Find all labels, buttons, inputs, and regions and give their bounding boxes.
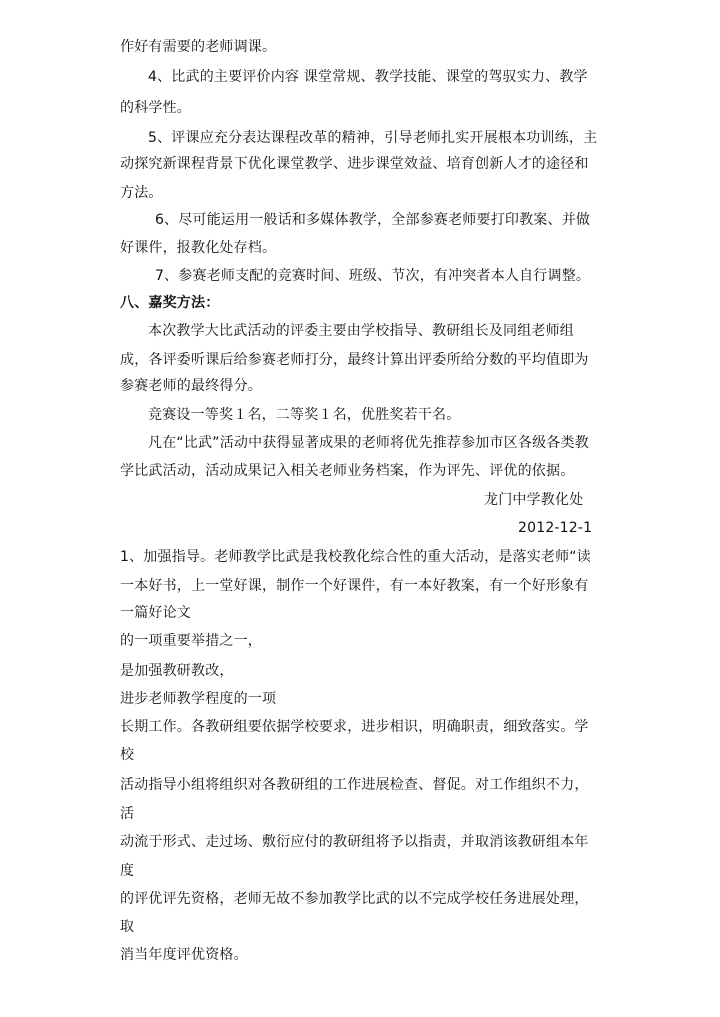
text-line: 竞赛设一等奖１名，二等奖１名，优胜奖若干名。 — [148, 407, 461, 423]
text-line: 动流于形式、走过场、敷衍应付的教研组将予以指责，并取消该教研组本年 — [120, 834, 589, 850]
text-line: 方法。 — [120, 185, 163, 201]
text-line: 长期工作。各教研组要依据学校要求，进步相识，明确职责，细致落实。学 — [120, 719, 589, 735]
text-line: 活 — [120, 806, 135, 822]
text-line: 学比武活动，活动成果记入相关老师业务档案，作为评先、评优的依据。 — [120, 463, 575, 479]
text-line: 6、尽可能运用一般话和多媒体教学，全部参赛老师要打印教案、并做 — [155, 212, 591, 228]
text-line: 4、比武的主要评价内容 课堂常规、教学技能、课堂的驾驭实力、教学 — [148, 69, 588, 85]
text-line: 一本好书，上一堂好课，制作一个好课件，有一本好教案，有一个好形象有 — [120, 578, 589, 594]
signature-date: 2012-12-1 — [518, 520, 593, 536]
signature-org: 龙门中学教化处 — [484, 492, 584, 508]
text-line: 消当年度评优资格。 — [120, 947, 248, 963]
text-line: 5、评课应充分表达课程改革的精神，引导老师扎实开展根本功训练，主 — [148, 130, 598, 146]
text-line: 的评优评先资格，老师无故不参加教学比武的以不完成学校任务进展处理， — [120, 891, 589, 907]
text-line: 活动指导小组将组织对各教研组的工作进展检查、督促。对工作组织不力， — [120, 777, 589, 793]
text-line: 的一项重要举措之一， — [120, 633, 262, 649]
text-line: 度 — [120, 863, 135, 879]
text-line: 7、参赛老师支配的竞赛时间、班级、节次，有冲突者本人自行调整。 — [155, 268, 591, 284]
text-line: 校 — [120, 747, 135, 763]
text-line: 进步老师教学程度的一项 — [120, 691, 277, 707]
section-heading: 八、嘉奖方法： — [120, 295, 220, 311]
text-line: 1、加强指导。老师教学比武是我校教化综合性的重大活动，是落实老师“读 — [120, 549, 591, 565]
text-line: 的科学性。 — [120, 100, 191, 116]
text-line: 取 — [120, 919, 135, 935]
text-line: 凡在“比武”活动中获得显著成果的老师将优先推荐参加市区各级各类教 — [148, 435, 589, 451]
text-line: 本次教学大比武活动的评委主要由学校指导、教研组长及同组老师组 — [148, 323, 574, 339]
text-line: 作好有需要的老师调课。 — [120, 39, 277, 55]
text-line: 一篇好论文 — [120, 605, 191, 621]
text-line: 好课件，报教化处存档。 — [120, 240, 277, 256]
text-line: 成，各评委听课后给参赛老师打分，最终计算出评委所给分数的平均值即为 — [120, 352, 589, 368]
text-line: 动探究新课程背景下优化课堂教学、进步课堂效益、培育创新人才的途径和 — [120, 156, 589, 172]
text-line: 参赛老师的最终得分。 — [120, 378, 262, 394]
text-line: 是加强教研教改， — [120, 663, 234, 679]
